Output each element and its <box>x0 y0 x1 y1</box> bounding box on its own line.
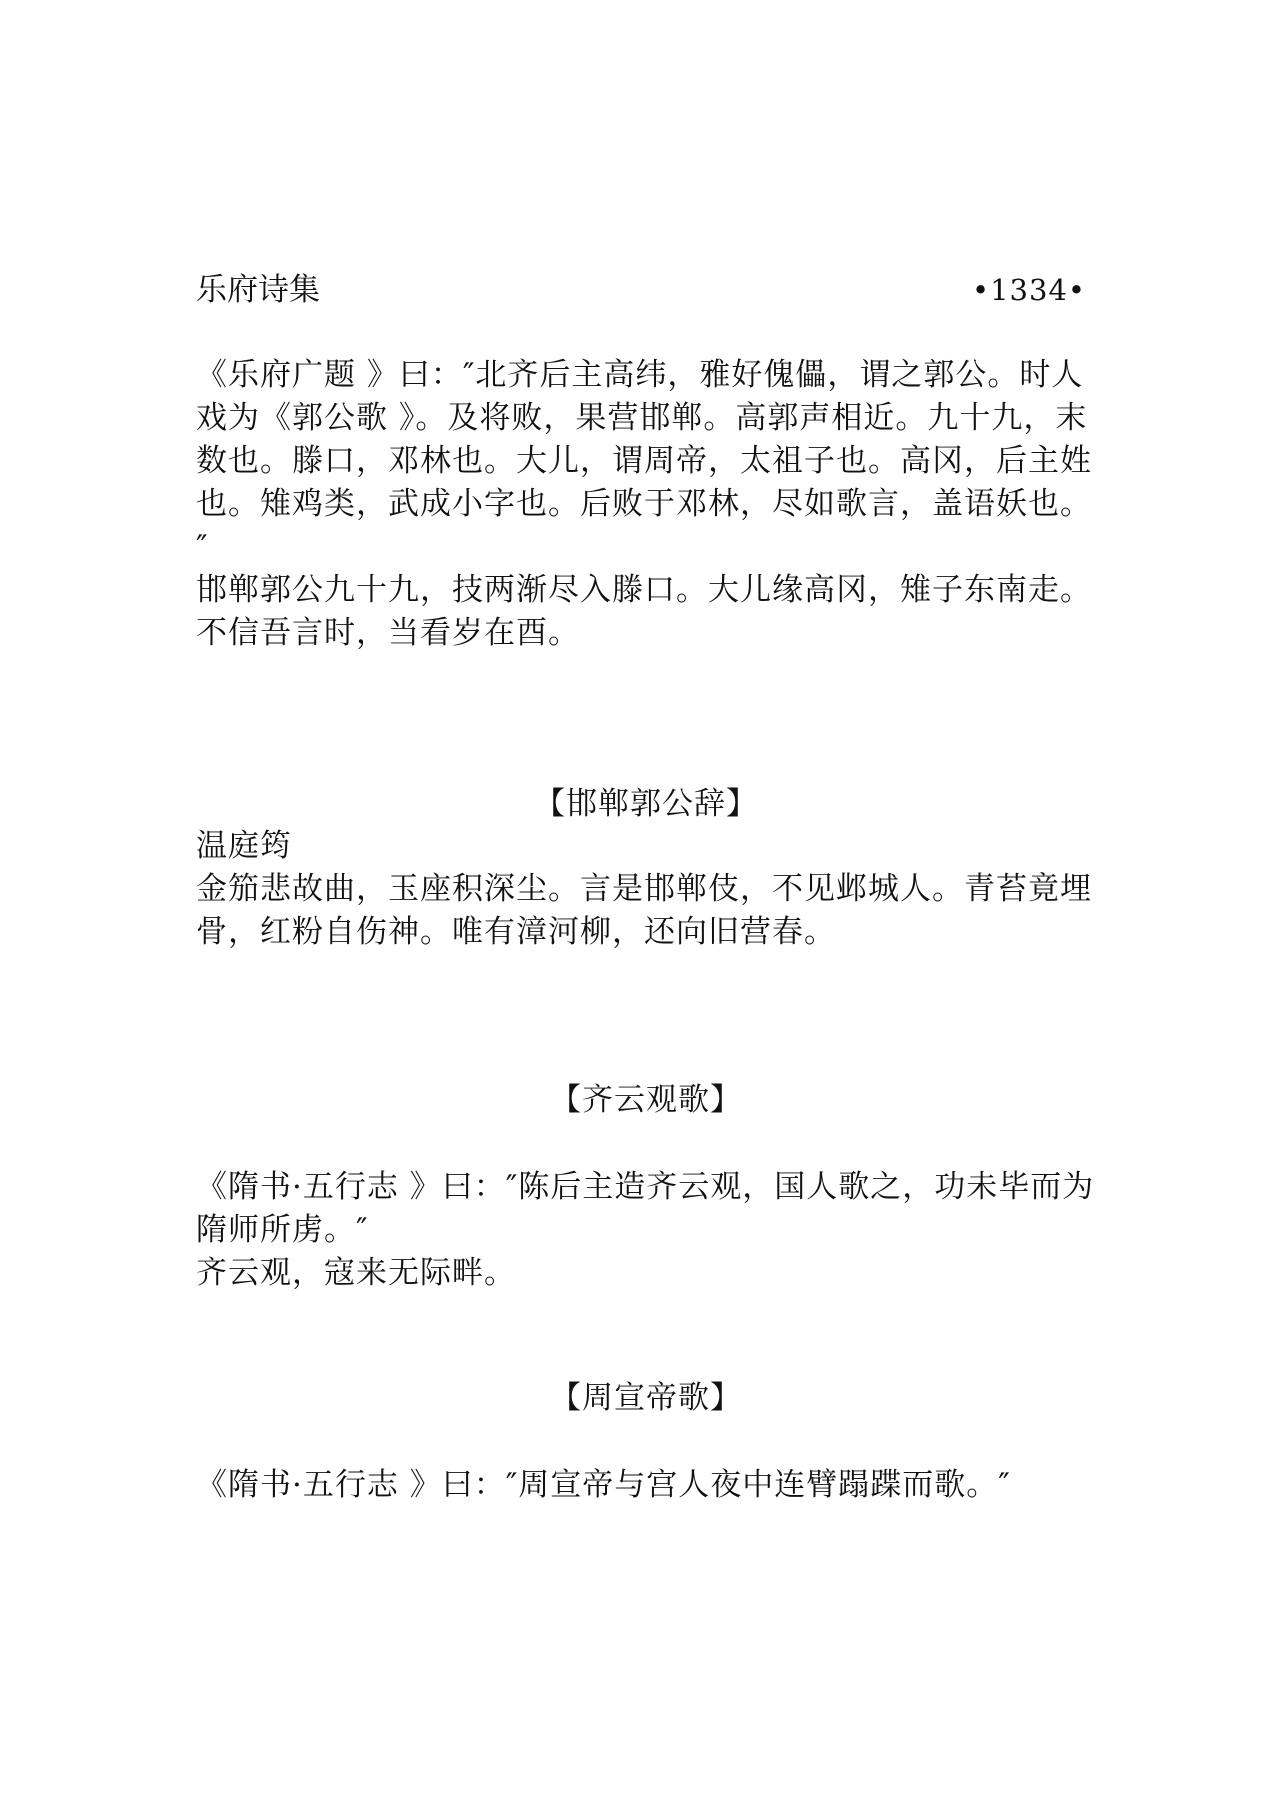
page-header <box>196 268 1086 312</box>
intro-paragraph: 《乐府广题 》曰：″北齐后主高纬，雅好傀儡，谓之郭公。时人戏为《郭公歌 》。及将败，果营邯郸。高郭声相近。九十九，末数也。滕口，邓林也。大儿，谓周帝，太祖子也。高冈，后主姓也。雉鸡类，武成小字也。后败于邓林，尽如歌言，盖语妖也。″ <box>196 357 1092 565</box>
poem-text: 齐云观，寇来无际畔。 <box>196 1255 516 1291</box>
section-title: 【周宣帝歌】 <box>550 1380 742 1416</box>
section-title: 【齐云观歌】 <box>550 1082 742 1118</box>
page-number: •1334• <box>971 273 1086 307</box>
poem-line: 邯郸郭公九十九，技两渐尽入滕口。大儿缘高冈，雉子东南走。 <box>196 572 1092 608</box>
intro-paragraph: 《隋书·五行志 》曰：″周宣帝与宫人夜中连臂蹋蹀而歌。″ <box>196 1467 1011 1503</box>
section-zhou-xuan-di-ge <box>196 1464 1101 1507</box>
book-title: 乐府诗集 <box>196 272 320 308</box>
section-qi-yun-guan-ge <box>196 1166 1101 1295</box>
author-name <box>196 825 1126 868</box>
section-title: 【邯郸郭公辞】 <box>534 786 758 822</box>
poem-text: 金笳悲故曲，玉座积深尘。言是邯郸伎，不见邺城人。青苔竟埋骨，红粉自伤神。唯有漳河柳，还向旧营春。 <box>196 871 1092 950</box>
section-guo-gong-ge <box>196 354 1101 655</box>
poem-line: 不信吾言时，当看岁在酉。 <box>196 615 580 651</box>
intro-paragraph: 《隋书·五行志 》曰：″陈后主造齐云观，国人歌之，功未毕而为隋师所虏。″ <box>196 1169 1095 1248</box>
poem-author: 温庭筠 <box>196 828 292 864</box>
poem-body <box>196 868 1101 954</box>
